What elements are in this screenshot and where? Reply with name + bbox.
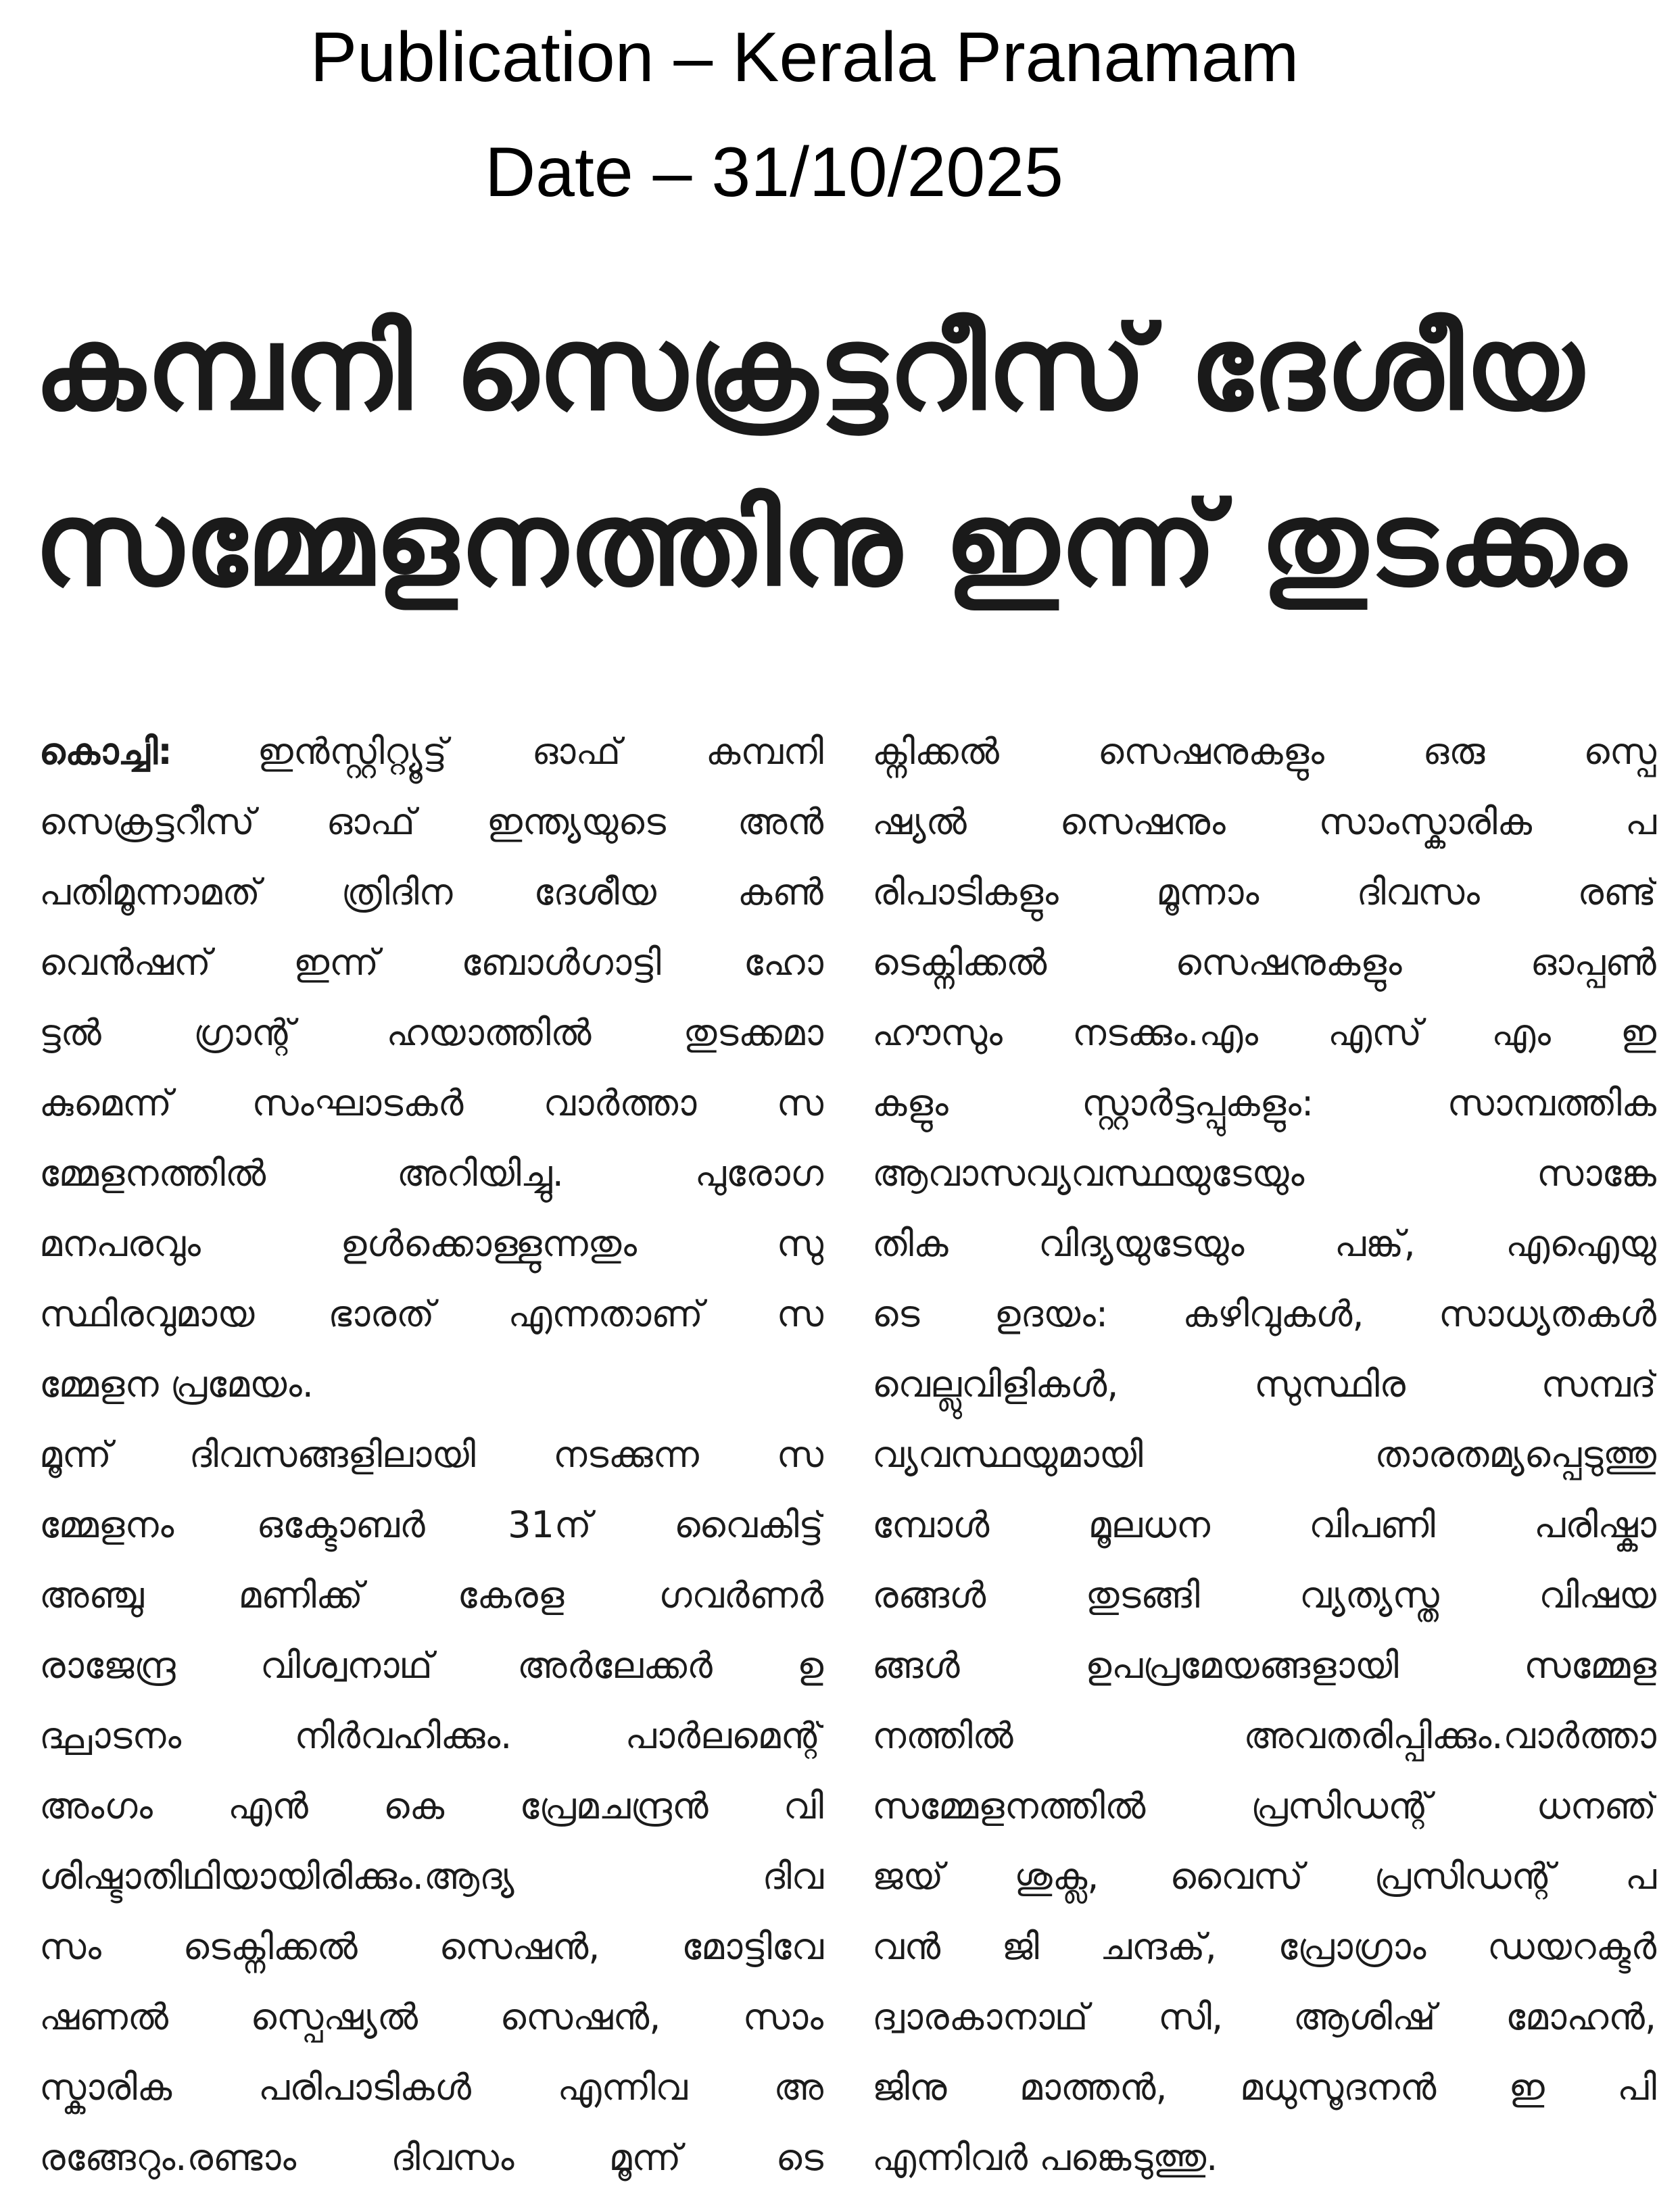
article-line: ഷണൽ സ്പെഷ്യൽ സെഷൻ, സാം — [39, 1996, 823, 2038]
article-line: അഞ്ചു മണിക്ക് കേരള ഗവർണർ — [39, 1574, 823, 1616]
article-line: സമ്മേളനത്തിൽ പ്രസിഡന്റ് ധനഞ് — [872, 1785, 1656, 1827]
article-line: ക്നിക്കൽ സെഷനുകളും ഒരു സ്പെ — [872, 730, 1656, 773]
article-line: രങ്ങൾ തുടങ്ങി വ്യത്യസ്ത വിഷയ — [872, 1574, 1656, 1616]
article-line: സം ടെക്നിക്കൽ സെഷൻ, മോട്ടിവേ — [39, 1925, 823, 1968]
article-line: മ്മേളന പ്രമേയം. — [39, 1363, 314, 1405]
article-line: ട്ടൽ ഗ്രാന്റ് ഹയാത്തിൽ തുടക്കമാ — [39, 1011, 823, 1054]
article-line: ഹൗസും നടക്കും.എം എസ് എം ഇ — [872, 1011, 1656, 1054]
article-line: ജയ് ശുക്ല, വൈസ് പ്രസിഡന്റ് പ — [872, 1855, 1656, 1898]
article-line: സെക്രട്ടറീസ് ഓഫ് ഇന്ത്യയുടെ അൻ — [39, 800, 823, 843]
article-line: മൂന്ന് ദിവസങ്ങളിലായി നടക്കുന്ന സ — [39, 1433, 823, 1476]
dateline: കൊച്ചി: — [39, 730, 172, 773]
article-line: മ്മേളനം ഒക്ടോബർ 31ന് വൈകിട്ട് — [39, 1503, 823, 1546]
article-line: ങ്ങൾ ഉപപ്രമേയങ്ങളായി സമ്മേള — [872, 1644, 1656, 1687]
article-line: മ്പോൾ മൂലധന വിപണി പരിഷ്കാ — [872, 1503, 1656, 1546]
publication-date: Date – 31/10/2025 — [485, 133, 1063, 212]
article-line: സ്ഥിരവുമായ ഭാരത് എന്നതാണ് സ — [39, 1293, 823, 1335]
article-line: പതിമൂന്നാമത് ത്രിദിന ദേശീയ കൺ — [39, 871, 823, 913]
article-line: ദ്ഘാടനം നിർവഹിക്കും. പാർലമെന്റ് — [39, 1714, 823, 1757]
article-line: കളും സ്റ്റാർട്ടപ്പുകളും: സാമ്പത്തിക — [872, 1082, 1656, 1124]
article-line: ആവാസവ്യവസ്ഥയുടേയും സാങ്കേ — [872, 1152, 1656, 1195]
article-line — [39, 717, 823, 787]
article-line: വൻ ജി ചന്ദക്, പ്രോഗ്രാം ഡയറക്ടർ — [872, 1925, 1656, 1968]
article-line: സ്കാരിക പരിപാടികൾ എന്നിവ അ — [39, 2066, 823, 2108]
article-line: വെല്ലുവിളികൾ, സുസ്ഥിര സമ്പദ് — [872, 1363, 1656, 1405]
article-line: വ്യവസ്ഥയുമായി താരതമ്യപ്പെടുത്തു — [872, 1433, 1656, 1476]
article-line: മ്മേളനത്തിൽ അറിയിച്ചു. പുരോഗ — [39, 1152, 823, 1195]
article-line: ടെക്നിക്കൽ സെഷനുകളും ഓപ്പൺ — [872, 941, 1656, 984]
article-line: ജിനു മാത്തൻ, മധുസൂദനൻ ഇ പി — [872, 2066, 1656, 2108]
publication-label: Publication – Kerala Pranamam — [310, 18, 1299, 97]
article-line: മനപരവും ഉൾക്കൊള്ളുന്നതും സു — [39, 1222, 823, 1265]
article-line: തിക വിദ്യയുടേയും പങ്ക്, എഐയു — [872, 1222, 1656, 1265]
article-line: രിപാടികളും മൂന്നാം ദിവസം രണ്ട് — [872, 871, 1656, 913]
article-line: നത്തിൽ അവതരിപ്പിക്കും.വാർത്താ — [872, 1714, 1656, 1757]
article-line: ദ്വാരകാനാഥ് സി, ആശിഷ് മോഹൻ, — [872, 1996, 1656, 2038]
article-column-left — [39, 717, 823, 2193]
article-line: കുമെന്ന് സംഘാടകർ വാർത്താ സ — [39, 1082, 823, 1124]
article-line: ടെ ഉദയം: കഴിവുകൾ, സാധ്യതകൾ — [872, 1293, 1656, 1335]
article-column-right — [872, 717, 1656, 2193]
headline-line-1: കമ്പനി സെക്രട്ടറീസ് ദേശീയ — [34, 300, 1585, 436]
article-line-text: ഇൻസ്റ്റിറ്റ്യൂട്ട് ഓഫ് കമ്പനി — [172, 730, 823, 773]
article-line: രാജേന്ദ്ര വിശ്വനാഥ് അർലേക്കർ ഉ — [39, 1644, 823, 1687]
article-line: ശിഷ്ടാതിഥിയായിരിക്കും.ആദ്യ ദിവ — [39, 1855, 823, 1898]
headline-line-2: സമ്മേളനത്തിനു ഇന്ന് തുടക്കം — [34, 476, 1627, 612]
article-line: അംഗം എൻ കെ പ്രേമചന്ദ്രൻ വി — [39, 1785, 823, 1827]
article-line: എന്നിവർ പങ്കെടുത്തു. — [872, 2136, 1218, 2179]
article-line: രങ്ങേറും.രണ്ടാം ദിവസം മൂന്ന് ടെ — [39, 2136, 823, 2179]
article-line: വെൻഷന് ഇന്ന് ബോൾഗാട്ടി ഹോ — [39, 941, 823, 984]
article-line: ഷ്യൽ സെഷനും സാംസ്കാരിക പ — [872, 800, 1656, 843]
